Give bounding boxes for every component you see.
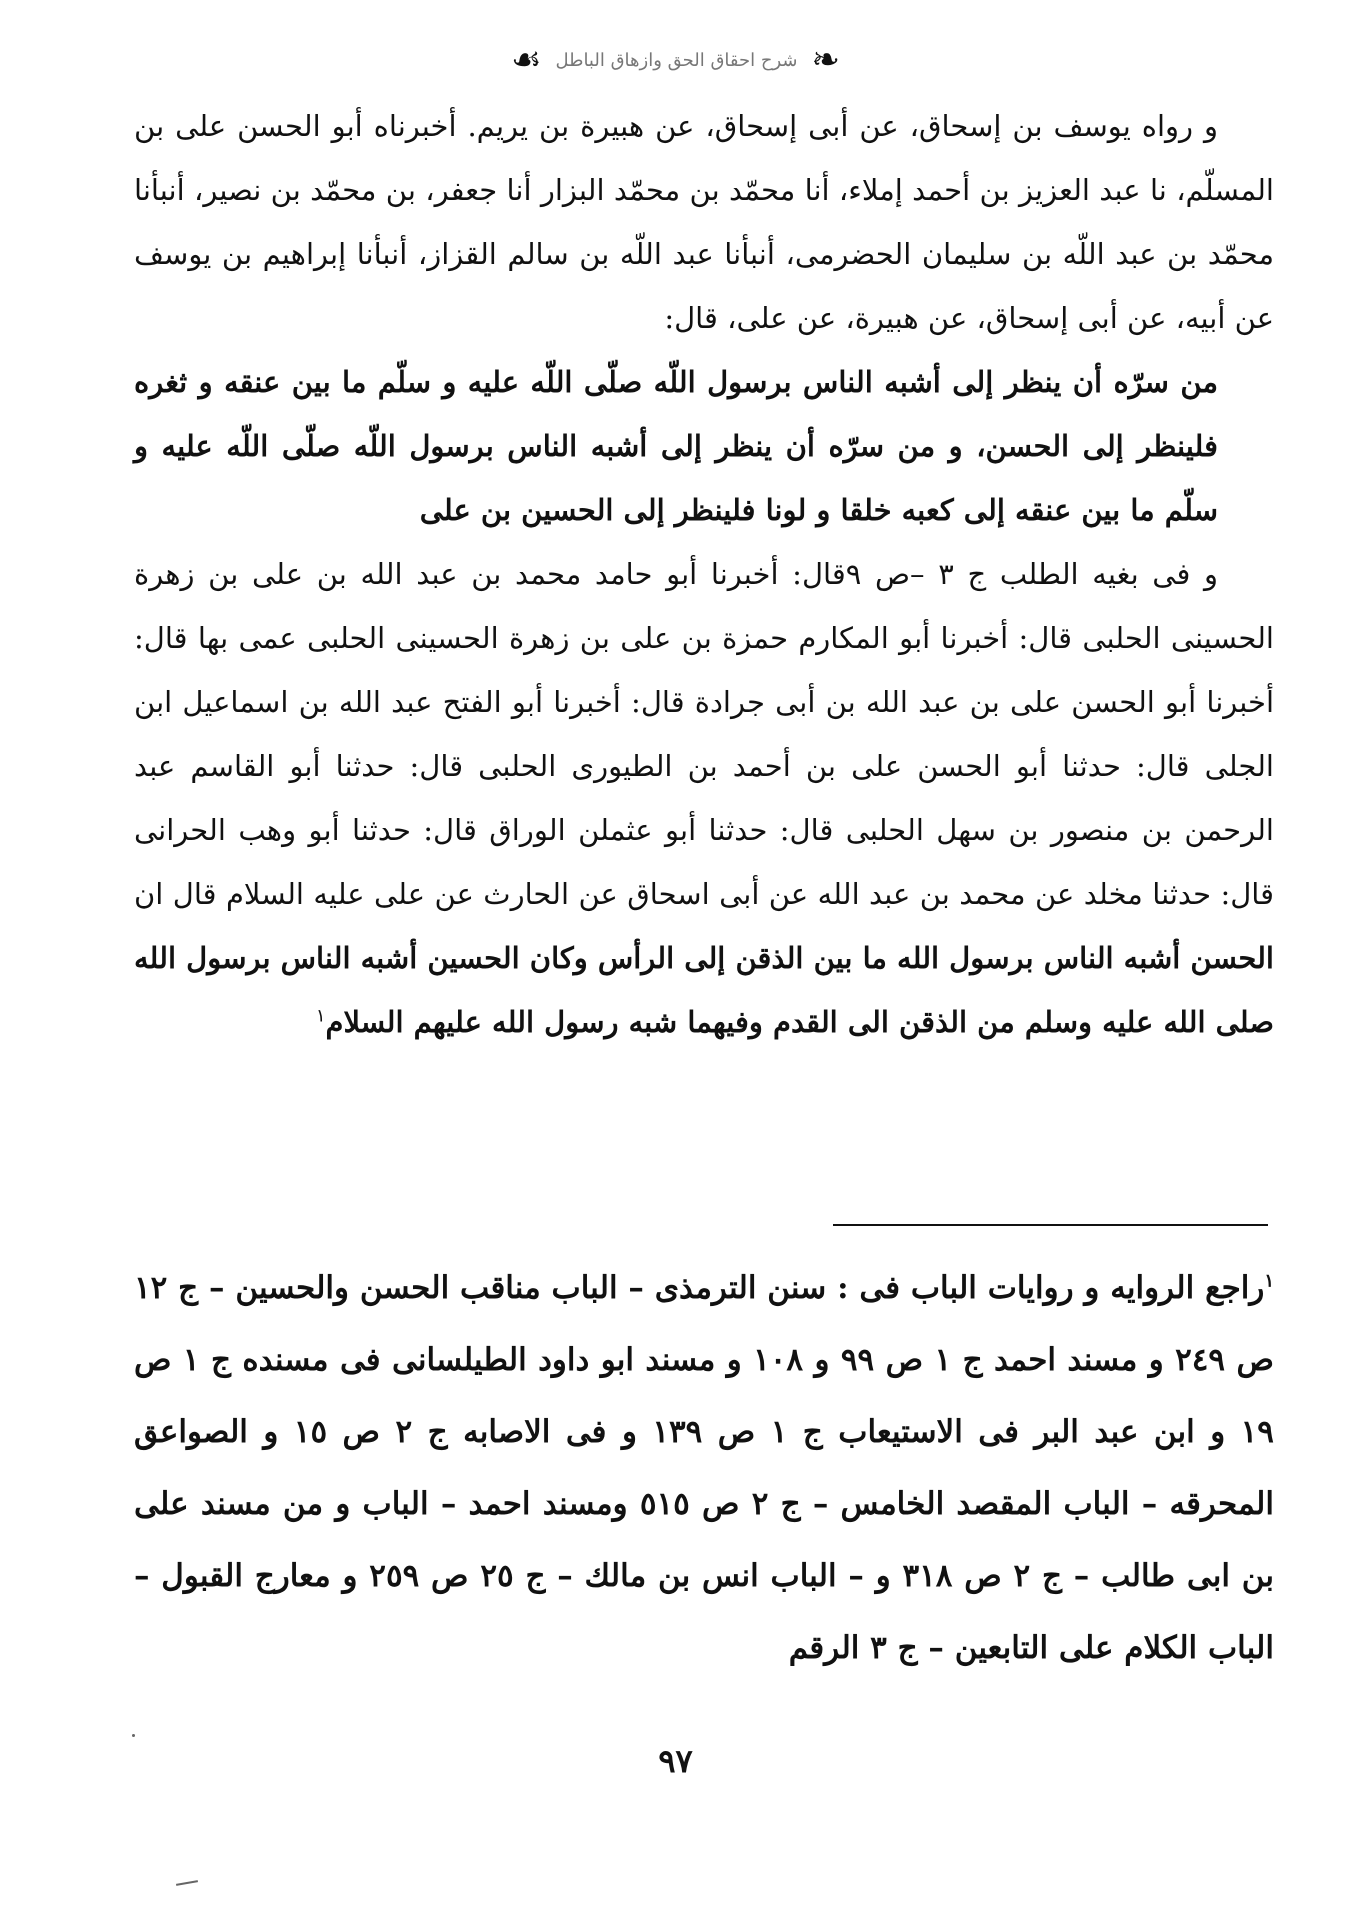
page-header bbox=[0, 38, 1351, 82]
scan-artifact bbox=[176, 1880, 198, 1886]
footnote-separator bbox=[833, 1224, 1268, 1226]
page-number: ٩٧ bbox=[658, 1742, 693, 1780]
hadith-quote: من سرّه أن ينظر إلى أشبه الناس برسول اللّه صلّى اللّه عليه و سلّم ما بين عنقه و ثغره فلينظر إلى الحسن، و من سرّه أن ينظر إلى أشبه الناس برسول اللّه صلّى اللّه عليه و سلّم ما بين عنقه إلى كعبه خلقا و لونا فلينظر إلى الحسين بن على bbox=[134, 365, 1218, 527]
ornament-left-icon: ☙ bbox=[511, 40, 542, 80]
scan-artifact bbox=[132, 1734, 135, 1737]
paragraph-narration-chain: و رواه يوسف بن إسحاق، عن أبى إسحاق، عن هبيرة بن يريم. أخبرناه أبو الحسن على بن المسلّم، نا عبد العزيز بن أحمد إملاء، أنا محمّد بن محمّد البزار أنا جعفر، بن محمّد بن نصير، أنبأنا محمّد بن عبد اللّه بن سليمان الحضرمى، أنبأنا عبد اللّه بن سالم القزاز، أنبأنا إبراهيم بن يوسف عن أبيه، عن أبى إسحاق، عن هبيرة، عن على، قال: bbox=[134, 109, 1274, 335]
running-header-title: شرح احقاق الحق وازهاق الباطل bbox=[555, 49, 798, 71]
footnote-marker: ١ bbox=[1264, 1270, 1274, 1292]
ornament-right-icon: ❧ bbox=[811, 40, 840, 80]
footnote-reference[interactable]: ١ bbox=[315, 1005, 326, 1027]
main-text bbox=[134, 94, 1274, 1054]
footnote-text: راجع الروايه و روايات الباب فى : سنن الترمذى – الباب مناقب الحسن والحسين – ج ١٢ ص ٢٤٩ و مسند احمد ج ١ ص ٩٩ و ١٠٨ و مسند ابو داود الطيلسانى فى مسنده ج ١ ص ١٩ و ابن عبد البر فى الاستيعاب ج ١ ص ١٣٩ و فى الاصابه ج ٢ ص ١٥ و الصواعق المحرقه – الباب المقصد الخامس – ج ٢ ص ٥١٥ ومسند احمد – الباب و من مسند على بن ابى طالب – ج ٢ ص ٣١٨ و – الباب انس بن مالك – ج ٢٥ ص ٢٥٩ و معارج القبول – الباب الكلام على التابعين – ج ٣ الرقم bbox=[134, 1270, 1274, 1666]
paragraph-matn-bold: الحسن أشبه الناس برسول الله ما بين الذقن إلى الرأس وكان الحسين أشبه الناس برسول الله صلى الله عليه وسلم من الذقن الى القدم وفيهما شبه رسول الله عليهم السلام bbox=[134, 941, 1274, 1039]
paragraph-isnad-text: و فى بغيه الطلب ج ٣ –ص ٩قال: أخبرنا أبو حامد محمد بن عبد الله بن على بن زهرة الحسينى الحلبى قال: أخبرنا أبو المكارم حمزة بن على بن زهرة الحسينى الحلبى عمى بها قال: أخبرنا أبو الحسن على بن عبد الله بن أبى جرادة قال: أخبرنا أبو الفتح عبد الله بن اسماعيل ابن الجلى قال: حدثنا أبو الحسن على بن أحمد بن الطيورى الحلبى قال: حدثنا أبو القاسم عبد الرحمن بن منصور بن سهل الحلبى قال: حدثنا أبو عثملن الوراق قال: حدثنا أبو وهب الحرانى قال: حدثنا مخلد عن محمد بن عبد الله عن أبى اسحاق عن الحارث عن على عليه السلام قال ان bbox=[134, 557, 1274, 911]
footnote bbox=[134, 1252, 1274, 1684]
paragraph-bughyat-al-talab bbox=[134, 542, 1274, 1054]
